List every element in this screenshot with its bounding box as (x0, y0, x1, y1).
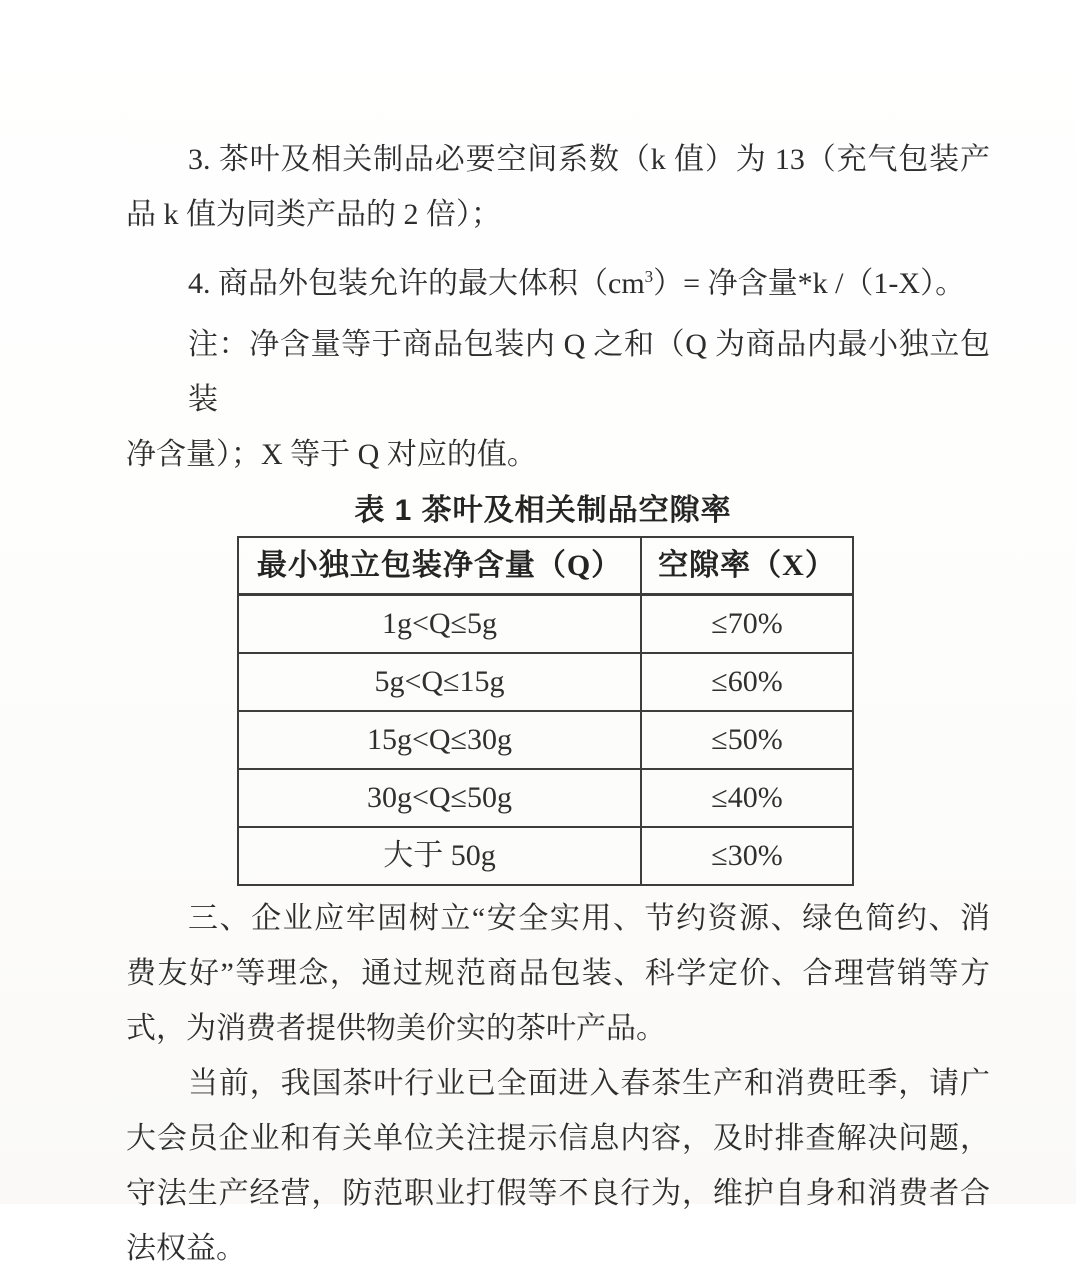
gap-rate-table (237, 536, 854, 886)
paragraph-item-4 (126, 256, 990, 311)
text-line: 当前，我国茶叶行业已全面进入春茶生产和消费旺季，请广 (188, 1066, 990, 1100)
text-line: 净含量）；X 等于 Q 对应的值。 (126, 438, 537, 471)
table-header-gap-rate: 空隙率（X） (641, 537, 853, 595)
cell-gap-rate: ≤40% (641, 769, 853, 827)
cell-gap-rate: ≤70% (641, 595, 853, 653)
paragraph-note (126, 317, 990, 482)
cell-q-range: 30g<Q≤50g (238, 769, 641, 827)
table-row (238, 537, 853, 595)
formula-text-post: ）= 净含量*k /（1-X）。 (653, 267, 966, 300)
text-line: 守法生产经营，防范职业打假等不良行为，维护自身和消费者合 (126, 1176, 990, 1210)
text-line (126, 256, 990, 311)
text-line: 法权益。 (126, 1231, 246, 1265)
cell-q-range: 1g<Q≤5g (238, 595, 641, 653)
cell-gap-rate: ≤60% (641, 653, 853, 711)
cell-q-range: 15g<Q≤30g (238, 711, 641, 769)
cell-q-range: 5g<Q≤15g (238, 653, 641, 711)
table-header-row (238, 537, 853, 595)
text-line: 注：净含量等于商品包装内 Q 之和（Q 为商品内最小独立包装 (188, 328, 990, 416)
table-title: 表 1 茶叶及相关制品空隙率 (354, 494, 732, 527)
paragraph-current-season (126, 1056, 990, 1276)
cell-gap-rate: ≤50% (641, 711, 853, 769)
superscript-3: 3 (644, 267, 654, 286)
cell-gap-rate: ≤30% (641, 827, 853, 885)
formula-text-pre: 4. 商品外包装允许的最大体积（cm (188, 267, 645, 300)
table-row (238, 827, 853, 885)
text-line: 大会员企业和有关单位关注提示信息内容，及时排查解决问题， (126, 1121, 990, 1155)
table-row (238, 769, 853, 827)
text-line: 三、企业应牢固树立“安全实用、节约资源、绿色简约、消 (188, 901, 990, 935)
text-line: 品 k 值为同类产品的 2 倍）； (126, 198, 501, 231)
cell-q-range: 大于 50g (238, 827, 641, 885)
text-line: 式，为消费者提供物美价实的茶叶产品。 (126, 1011, 666, 1045)
table-header-net-content: 最小独立包装净含量（Q） (238, 537, 641, 595)
table-row (238, 595, 853, 653)
paragraph-item-3 (126, 132, 990, 242)
paragraph-three (126, 891, 990, 1056)
text-line: 费友好”等理念，通过规范商品包装、科学定价、合理营销等方 (126, 956, 990, 990)
table-row (238, 653, 853, 711)
table-row (238, 711, 853, 769)
text-line: 3. 茶叶及相关制品必要空间系数（k 值）为 13（充气包装产 (188, 143, 990, 176)
